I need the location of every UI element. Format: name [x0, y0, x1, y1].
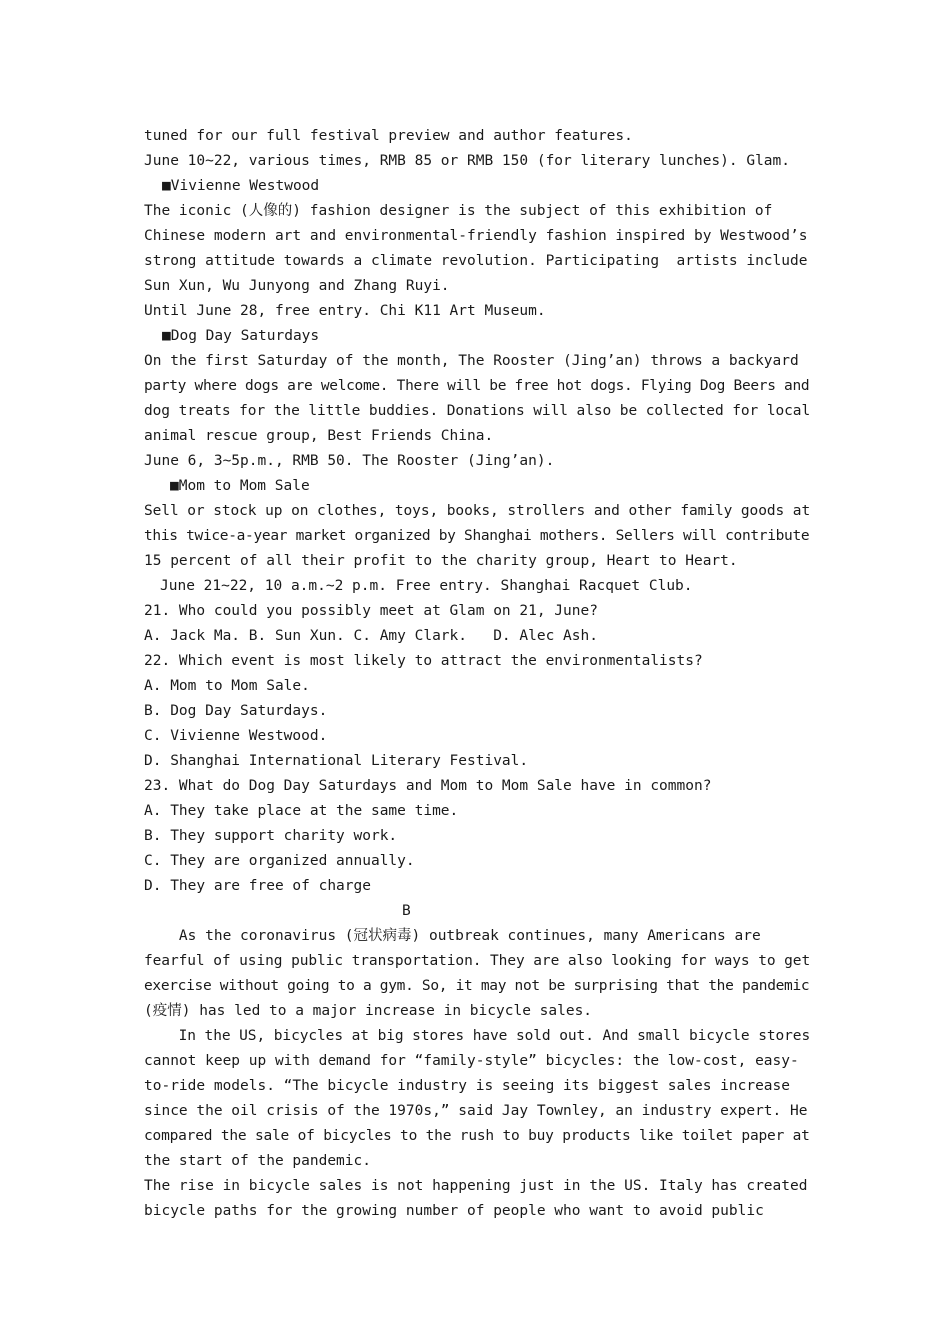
event-text-line: strong attitude towards a climate revolution. Participating artists include — [144, 253, 808, 269]
event-text-line: dog treats for the little buddies. Donations will also be collected for local — [144, 403, 811, 419]
event-text-line: party where dogs are welcome. There will be free hot dogs. Flying Dog Beers and — [144, 378, 810, 394]
event-title-dog-day-saturdays: ■Dog Day Saturdays — [162, 328, 320, 344]
question-23-option-b: B. They support charity work. — [144, 828, 398, 844]
passage-b-line: exercise without going to a gym. So, it may not be surprising that the pandemic — [144, 978, 810, 994]
passage-b-line: the start of the pandemic. — [144, 1153, 371, 1169]
event-text-line: animal rescue group, Best Friends China. — [144, 428, 494, 444]
question-22-option-c: C. Vivienne Westwood. — [144, 728, 328, 744]
event-text-line: The iconic (人像的) fashion designer is the subject of this exhibition of — [144, 203, 773, 219]
question-22-option-a: A. Mom to Mom Sale. — [144, 678, 310, 694]
passage-b-heading: B — [402, 903, 411, 919]
passage-b-line: compared the sale of bicycles to the rush to buy products like toilet paper at — [144, 1128, 810, 1144]
event-title-vivienne-westwood: ■Vivienne Westwood — [162, 178, 320, 194]
passage-b-line: cannot keep up with demand for “family-style” bicycles: the low-cost, easy- — [144, 1053, 799, 1069]
passage-b-line: bicycle paths for the growing number of people who want to avoid public — [144, 1203, 764, 1219]
question-22-option-d: D. Shanghai International Literary Festival. — [144, 753, 529, 769]
passage-b-line: to-ride models. “The bicycle industry is seeing its biggest sales increase — [144, 1078, 791, 1094]
passage-b-line: (疫情) has led to a major increase in bicycle sales. — [144, 1003, 593, 1019]
event-info-line: Until June 28, free entry. Chi K11 Art Museum. — [144, 303, 546, 319]
question-22-option-b: B. Dog Day Saturdays. — [144, 703, 328, 719]
event-text-line: Sun Xun, Wu Junyong and Zhang Ruyi. — [144, 278, 450, 294]
question-21-stem: 21. Who could you possibly meet at Glam on 21, June? — [144, 603, 598, 619]
question-23-option-c: C. They are organized annually. — [144, 853, 415, 869]
question-21-options: A. Jack Ma. B. Sun Xun. C. Amy Clark. D. Alec Ash. — [144, 628, 598, 644]
festival-info-line: June 10~22, various times, RMB 85 or RMB 150 (for literary lunches). Glam. — [144, 153, 791, 169]
intro-end-line: tuned for our full festival preview and author features. — [144, 128, 633, 144]
question-23-option-a: A. They take place at the same time. — [144, 803, 459, 819]
passage-b-line: since the oil crisis of the 1970s,” said Jay Townley, an industry expert. He — [144, 1103, 808, 1119]
event-title-mom-to-mom-sale: ■Mom to Mom Sale — [170, 478, 310, 494]
passage-b-line: The rise in bicycle sales is not happening just in the US. Italy has created — [144, 1178, 808, 1194]
event-text-line: Chinese modern art and environmental-friendly fashion inspired by Westwood’s — [144, 228, 808, 244]
passage-b-line: In the US, bicycles at big stores have sold out. And small bicycle stores — [144, 1028, 811, 1044]
event-info-line: June 6, 3~5p.m., RMB 50. The Rooster (Jing’an). — [144, 453, 555, 469]
event-text-line: 15 percent of all their profit to the charity group, Heart to Heart. — [144, 553, 738, 569]
question-23-stem: 23. What do Dog Day Saturdays and Mom to Mom Sale have in common? — [144, 778, 712, 794]
event-info-line: June 21~22, 10 a.m.~2 p.m. Free entry. Shanghai Racquet Club. — [160, 578, 693, 594]
event-text-line: Sell or stock up on clothes, toys, books, strollers and other family goods at — [144, 503, 811, 519]
event-text-line: this twice-a-year market organized by Shanghai mothers. Sellers will contribute — [144, 528, 810, 544]
passage-b-line: As the coronavirus (冠状病毒) outbreak continues, many Americans are — [144, 928, 761, 944]
question-23-option-d: D. They are free of charge — [144, 878, 371, 894]
event-text-line: On the first Saturday of the month, The Rooster (Jing’an) throws a backyard — [144, 353, 799, 369]
question-22-stem: 22. Which event is most likely to attract the environmentalists? — [144, 653, 703, 669]
passage-b-line: fearful of using public transportation. They are also looking for ways to get — [144, 953, 811, 969]
